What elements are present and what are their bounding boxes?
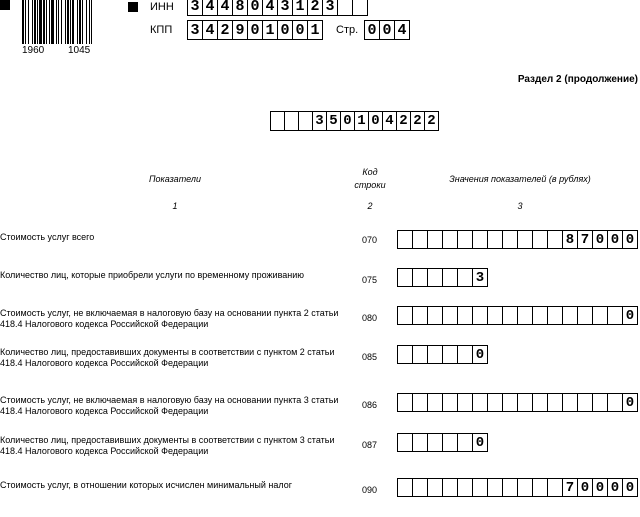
value-digit-cell <box>607 393 623 412</box>
kpp-digit-cell: 9 <box>232 20 248 40</box>
value-digit-cell <box>397 478 413 497</box>
value-digit-cell <box>502 230 518 249</box>
kpp-digit-cell: 0 <box>277 20 293 40</box>
value-digit-cell <box>532 478 548 497</box>
value-digit-cell <box>457 393 473 412</box>
inn-digit-cell: 0 <box>247 0 263 16</box>
inn-digit-cell: 4 <box>217 0 233 16</box>
value-digit-cell <box>517 230 533 249</box>
value-digit-cell: 8 <box>562 230 578 249</box>
kpp-digit-cell: 1 <box>262 20 278 40</box>
value-digit-cell <box>607 306 623 325</box>
inn-digit-cell: 1 <box>292 0 308 16</box>
value-digit-cell <box>457 478 473 497</box>
oktmo-code-field <box>270 111 439 131</box>
kpp-digit-cell: 2 <box>217 20 233 40</box>
value-digit-cell <box>427 268 443 287</box>
code-digit-cell: 2 <box>424 111 439 131</box>
row-code: 090 <box>362 485 378 495</box>
value-digit-cell <box>472 306 488 325</box>
value-digit-cell <box>457 345 473 364</box>
code-digit-cell: 0 <box>368 111 383 131</box>
row-code: 080 <box>362 313 378 323</box>
page-number-field <box>364 20 410 40</box>
value-digit-cell <box>457 268 473 287</box>
row-value-field <box>397 306 638 325</box>
value-digit-cell <box>517 306 533 325</box>
value-digit-cell: 7 <box>562 478 578 497</box>
value-digit-cell <box>547 478 563 497</box>
value-digit-cell <box>547 393 563 412</box>
value-digit-cell <box>427 478 443 497</box>
value-digit-cell <box>472 230 488 249</box>
header-num-1: 1 <box>172 201 178 211</box>
kpp-digit-cell: 1 <box>307 20 323 40</box>
value-digit-cell <box>562 393 578 412</box>
value-digit-cell <box>592 393 608 412</box>
value-digit-cell <box>577 306 593 325</box>
code-digit-cell: 2 <box>410 111 425 131</box>
row-code: 086 <box>362 400 378 410</box>
code-digit-cell <box>284 111 299 131</box>
value-digit-cell <box>532 230 548 249</box>
row-code: 070 <box>362 235 378 245</box>
header-col-indicators: Показатели <box>149 174 201 184</box>
inn-field <box>187 0 368 16</box>
value-digit-cell <box>487 306 503 325</box>
value-digit-cell <box>427 393 443 412</box>
corner-marker <box>128 2 138 12</box>
inn-digit-cell: 4 <box>262 0 278 16</box>
row-label: Стоимость услуг всего <box>0 232 95 242</box>
row-value-field <box>397 268 488 287</box>
value-digit-cell: 0 <box>472 345 488 364</box>
value-digit-cell <box>592 306 608 325</box>
header-col-code-line2: строки <box>354 180 386 190</box>
value-digit-cell <box>427 345 443 364</box>
kpp-label: КПП <box>150 24 173 36</box>
value-digit-cell: 0 <box>592 478 608 497</box>
value-digit-cell <box>412 433 428 452</box>
value-digit-cell <box>487 478 503 497</box>
row-label: Количество лиц, предоставивших документы в соответствии с пунктом 2 статьи 418.4 Налогового кодекса Российской Федерации <box>0 347 335 368</box>
value-digit-cell: 0 <box>472 433 488 452</box>
inn-digit-cell: 4 <box>202 0 218 16</box>
value-digit-cell <box>577 393 593 412</box>
value-digit-cell <box>487 393 503 412</box>
row-code: 087 <box>362 440 378 450</box>
page-digit-cell: 0 <box>379 20 395 40</box>
barcode-number-left: 1960 <box>22 45 45 56</box>
value-digit-cell <box>442 433 458 452</box>
value-digit-cell: 0 <box>622 230 638 249</box>
value-digit-cell <box>412 268 428 287</box>
value-digit-cell <box>442 268 458 287</box>
value-digit-cell <box>442 306 458 325</box>
row-value-field <box>397 230 638 249</box>
value-digit-cell <box>457 230 473 249</box>
value-digit-cell <box>442 393 458 412</box>
value-digit-cell: 7 <box>577 230 593 249</box>
value-digit-cell <box>442 230 458 249</box>
section-title: Раздел 2 (продолжение) <box>517 74 638 85</box>
page-digit-cell: 4 <box>394 20 410 40</box>
header-num-2: 2 <box>367 201 373 211</box>
value-digit-cell: 0 <box>607 230 623 249</box>
kpp-digit-cell: 4 <box>202 20 218 40</box>
code-digit-cell: 3 <box>312 111 327 131</box>
value-digit-cell <box>457 433 473 452</box>
value-digit-cell <box>472 478 488 497</box>
value-digit-cell <box>427 433 443 452</box>
row-label: Стоимость услуг, в отношении которых исчислен минимальный налог <box>0 480 292 490</box>
kpp-field <box>187 20 323 40</box>
barcode <box>0 0 118 60</box>
header-col-code-line1: Код <box>362 167 378 177</box>
value-digit-cell <box>502 393 518 412</box>
barcode-bars <box>0 0 118 44</box>
value-digit-cell <box>457 306 473 325</box>
value-digit-cell: 0 <box>622 393 638 412</box>
inn-digit-cell <box>352 0 368 16</box>
value-digit-cell <box>412 345 428 364</box>
value-digit-cell <box>517 393 533 412</box>
code-digit-cell: 2 <box>396 111 411 131</box>
value-digit-cell: 0 <box>607 478 623 497</box>
inn-digit-cell: 2 <box>307 0 323 16</box>
value-digit-cell <box>397 433 413 452</box>
row-value-field <box>397 345 488 364</box>
value-digit-cell <box>547 230 563 249</box>
value-digit-cell <box>442 345 458 364</box>
value-digit-cell <box>427 230 443 249</box>
value-digit-cell: 0 <box>622 306 638 325</box>
inn-digit-cell: 3 <box>187 0 203 16</box>
value-digit-cell <box>442 478 458 497</box>
inn-digit-cell <box>337 0 353 16</box>
row-code: 075 <box>362 275 378 285</box>
value-digit-cell <box>532 306 548 325</box>
value-digit-cell <box>412 230 428 249</box>
value-digit-cell: 0 <box>577 478 593 497</box>
code-digit-cell: 1 <box>354 111 369 131</box>
inn-label: ИНН <box>150 1 174 13</box>
value-digit-cell <box>397 268 413 287</box>
value-digit-cell: 0 <box>592 230 608 249</box>
value-digit-cell <box>502 478 518 497</box>
value-digit-cell <box>562 306 578 325</box>
page-digit-cell: 0 <box>364 20 380 40</box>
kpp-digit-cell: 0 <box>247 20 263 40</box>
value-digit-cell <box>472 393 488 412</box>
value-digit-cell <box>487 230 503 249</box>
page-label: Стр. <box>336 24 359 36</box>
inn-digit-cell: 3 <box>277 0 293 16</box>
header-num-3: 3 <box>517 201 523 211</box>
code-digit-cell: 4 <box>382 111 397 131</box>
row-label: Стоимость услуг, не включаемая в налоговую базу на основании пункта 3 статьи 418.4 Налогового кодекса Российской Федерации <box>0 395 339 416</box>
value-digit-cell <box>502 306 518 325</box>
value-digit-cell <box>412 306 428 325</box>
value-digit-cell <box>427 306 443 325</box>
row-label: Стоимость услуг, не включаемая в налоговую базу на основании пункта 2 статьи 418.4 Налогового кодекса Российской Федерации <box>0 308 339 329</box>
value-digit-cell <box>532 393 548 412</box>
code-digit-cell <box>298 111 313 131</box>
row-label: Количество лиц, предоставивших документы в соответствии с пунктом 3 статьи 418.4 Налогового кодекса Российской Федерации <box>0 435 335 456</box>
value-digit-cell: 0 <box>622 478 638 497</box>
code-digit-cell: 5 <box>326 111 341 131</box>
barcode-number-right: 1045 <box>68 45 91 56</box>
row-code: 085 <box>362 352 378 362</box>
header-col-values: Значения показателей (в рублях) <box>449 174 591 184</box>
value-digit-cell <box>517 478 533 497</box>
value-digit-cell: 3 <box>472 268 488 287</box>
row-value-field <box>397 433 488 452</box>
row-value-field <box>397 393 638 412</box>
value-digit-cell <box>412 478 428 497</box>
row-label: Количество лиц, которые приобрели услуги по временному проживанию <box>0 270 305 280</box>
code-digit-cell: 0 <box>340 111 355 131</box>
value-digit-cell <box>397 345 413 364</box>
inn-digit-cell: 3 <box>322 0 338 16</box>
row-value-field <box>397 478 638 497</box>
code-digit-cell <box>270 111 285 131</box>
value-digit-cell <box>397 306 413 325</box>
kpp-digit-cell: 0 <box>292 20 308 40</box>
value-digit-cell <box>397 230 413 249</box>
kpp-digit-cell: 3 <box>187 20 203 40</box>
value-digit-cell <box>412 393 428 412</box>
inn-digit-cell: 8 <box>232 0 248 16</box>
value-digit-cell <box>397 393 413 412</box>
value-digit-cell <box>547 306 563 325</box>
